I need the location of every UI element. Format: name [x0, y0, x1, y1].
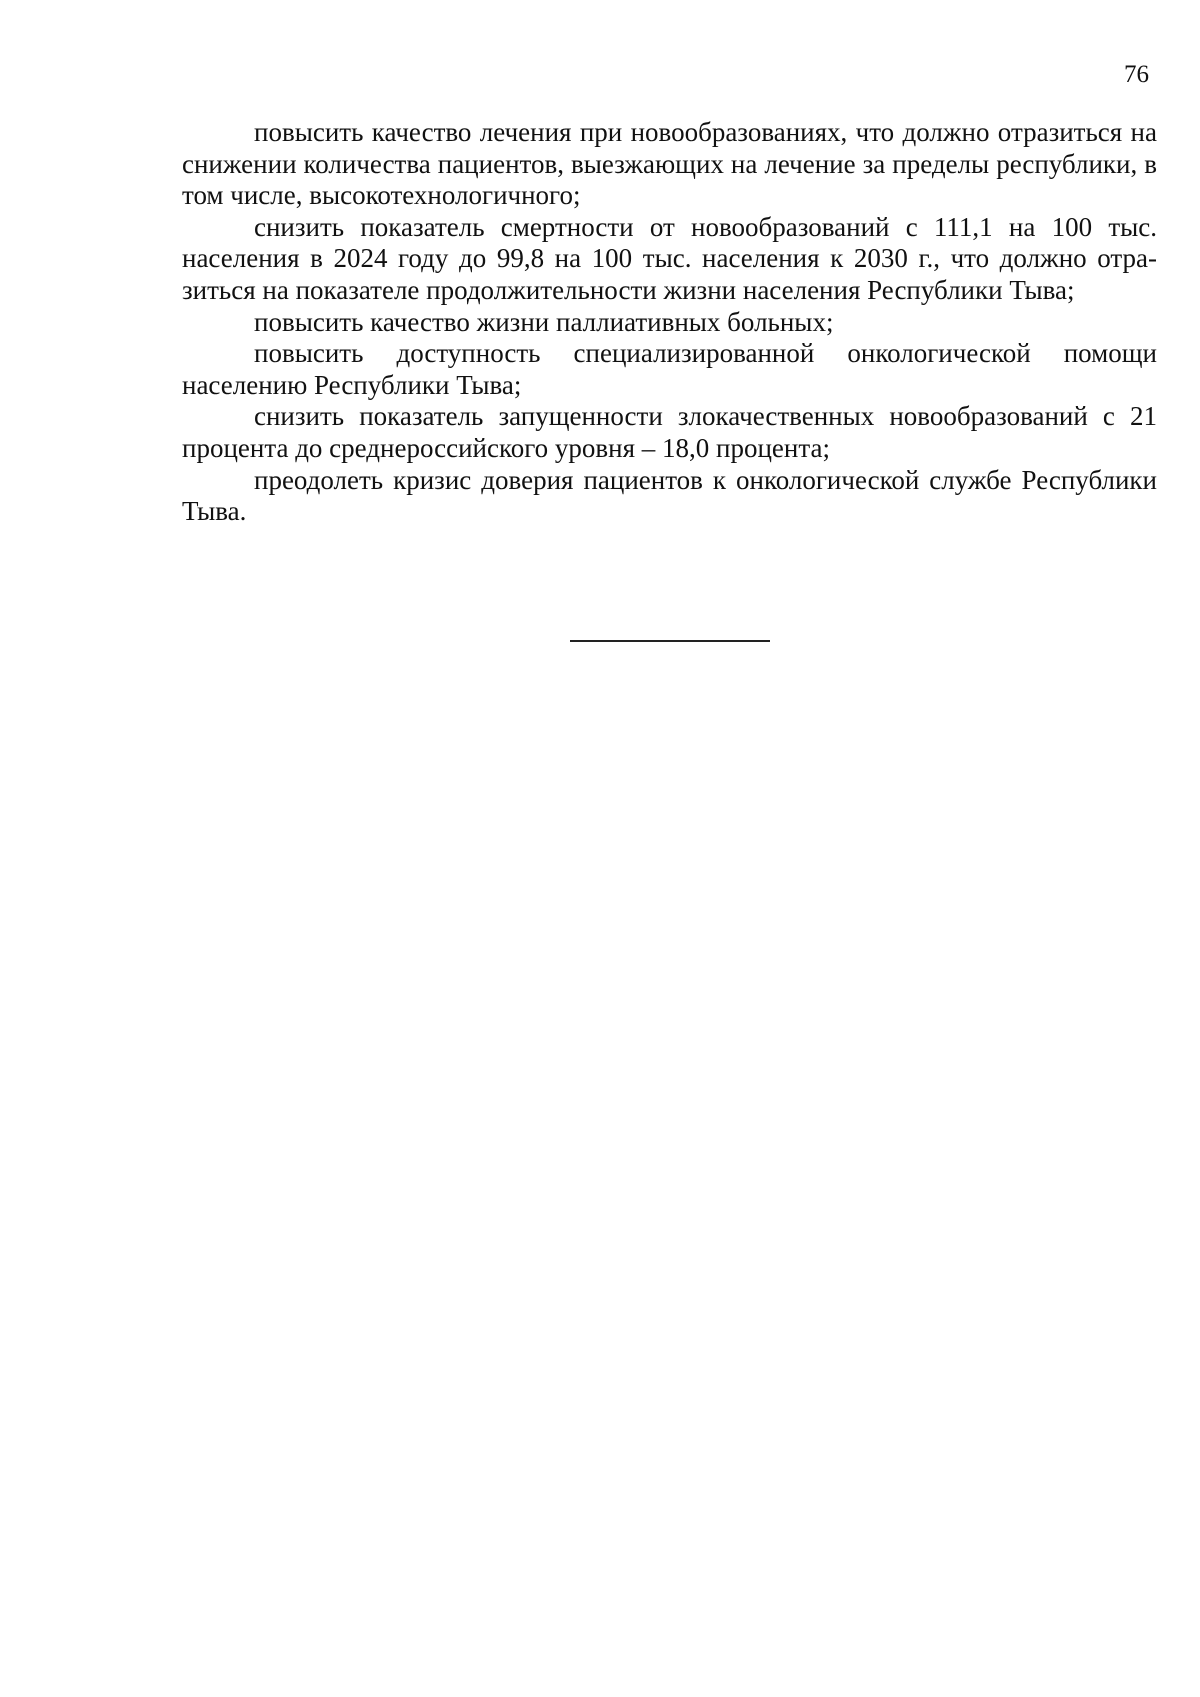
body-text — [182, 117, 1157, 528]
paragraph-trust-crisis: преодолеть кризис доверия пациентов к онкологической службе Республики Тыва. — [182, 464, 1157, 527]
page-number: 76 — [1124, 61, 1149, 88]
paragraph-oncology-access: повысить доступность специализированной онкологической помощи населению Республики Тыва; — [182, 338, 1157, 400]
paragraph-mortality-rate: снизить показатель смертности от новообразований с 111,1 на 100 тыс. населения в 2024 году до 99,8 на 100 тыс. населения к 2030 г., что должно отразиться на показателе продолжительности жизни населения Республики Тыва; — [182, 211, 1157, 305]
paragraph-palliative-care: повысить качество жизни паллиативных больных; — [254, 306, 834, 337]
paragraph-neglect-rate: снизить показатель запущенности злокачественных новообразований с 21 процента до среднероссийского уровня – 18,0 процента; — [182, 401, 1157, 463]
end-of-document-rule — [570, 640, 770, 642]
paragraph-treatment-quality: повысить качество лечения при новообразованиях, что должно отразиться на снижении количества пациентов, выезжающих на лечение за пределы республики, в том числе, высокотехнологичного; — [182, 117, 1157, 211]
